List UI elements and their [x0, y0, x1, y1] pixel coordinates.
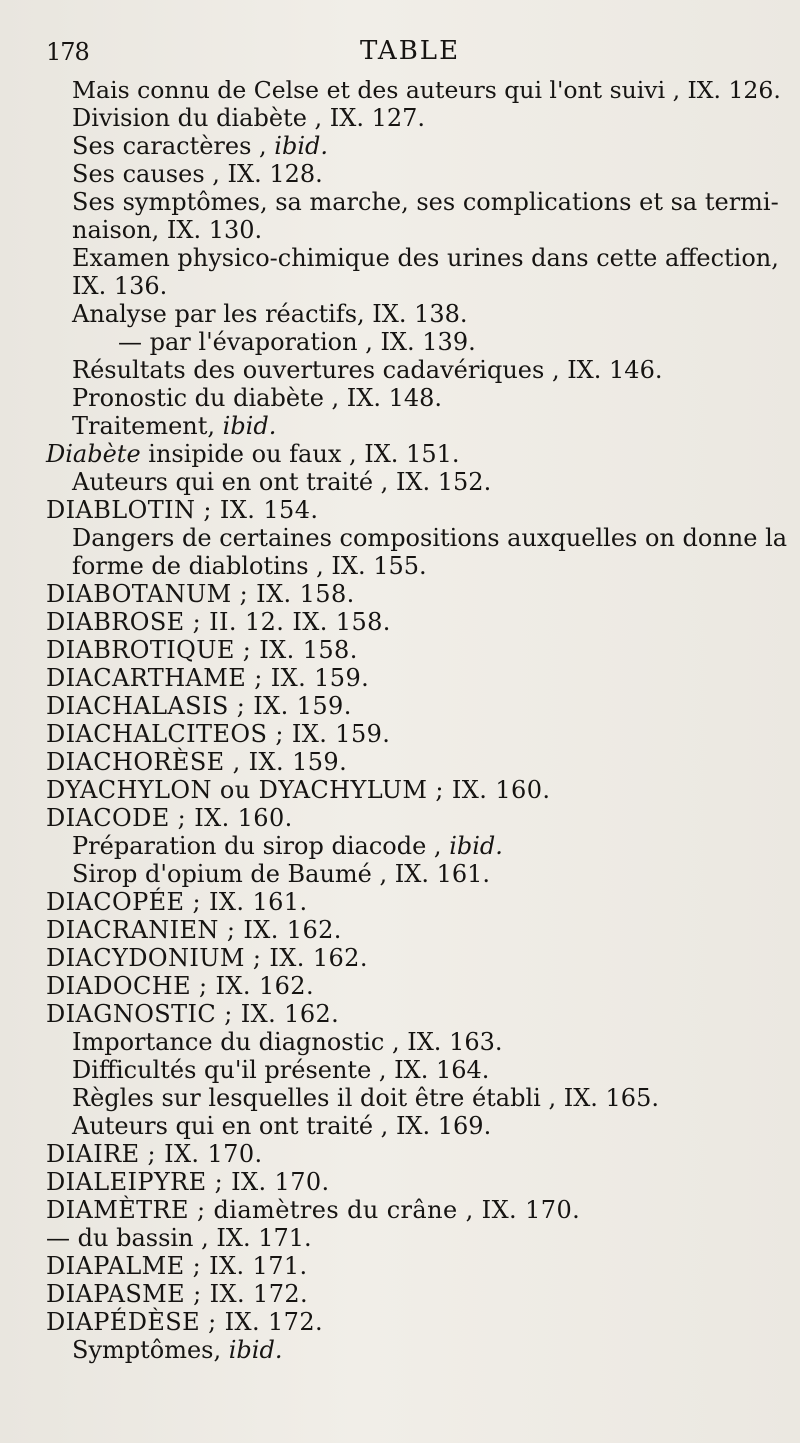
page-header: [44, 36, 764, 72]
index-line: Préparation du sirop diacode , ibid.: [72, 832, 503, 860]
index-line: Symptômes, ibid.: [72, 1336, 283, 1364]
index-heading: DIALEIPYRE ; IX. 170.: [46, 1168, 330, 1196]
index-line: Auteurs qui en ont traité , IX. 169.: [72, 1112, 492, 1140]
index-line: Traitement, ibid.: [72, 412, 277, 440]
index-line: Ses caractères , ibid.: [72, 132, 329, 160]
index-line: Règles sur lesquelles il doit être établi , IX. 165.: [72, 1084, 659, 1112]
index-heading: DYACHYLON ou DYACHYLUM ; IX. 160.: [46, 776, 551, 804]
index-line: Ses symptômes, sa marche, ses complications et sa termi-: [72, 188, 779, 216]
index-heading: DIAPASME ; IX. 172.: [46, 1280, 309, 1308]
index-heading: DIAIRE ; IX. 170.: [46, 1140, 263, 1168]
index-heading: DIABROSE ; II. 12. IX. 158.: [46, 608, 391, 636]
index-line: Dangers de certaines compositions auxquelles on donne la: [72, 524, 788, 552]
index-heading: DIAMÈTRE ; diamètres du crâne , IX. 170.: [46, 1196, 581, 1224]
index-heading: DIAPALME ; IX. 171.: [46, 1252, 308, 1280]
index-heading: DIAPÉDÈSE ; IX. 172.: [46, 1308, 324, 1336]
index-heading: DIACARTHAME ; IX. 159.: [46, 664, 370, 692]
index-heading: DIABOTANUM ; IX. 158.: [46, 580, 355, 608]
index-line: Importance du diagnostic , IX. 163.: [72, 1028, 503, 1056]
index-heading: DIADOCHE ; IX. 162.: [46, 972, 314, 1000]
index-line: Sirop d'opium de Baumé , IX. 161.: [72, 860, 491, 888]
index-heading: DIACRANIEN ; IX. 162.: [46, 916, 342, 944]
index-line: forme de diablotins , IX. 155.: [72, 552, 427, 580]
index-line: — par l'évaporation , IX. 139.: [118, 328, 476, 356]
running-title: TABLE: [360, 36, 461, 66]
index-line: Auteurs qui en ont traité , IX. 152.: [72, 468, 492, 496]
index-heading: DIAGNOSTIC ; IX. 162.: [46, 1000, 340, 1028]
index-line: Examen physico-chimique des urines dans cette affection,: [72, 244, 779, 272]
index-line: Ses causes , IX. 128.: [72, 160, 323, 188]
page-number: 178: [46, 38, 89, 66]
index-line: Analyse par les réactifs, IX. 138.: [72, 300, 468, 328]
index-line: — du bassin , IX. 171.: [46, 1224, 312, 1252]
index-line: Mais connu de Celse et des auteurs qui l'ont suivi , IX. 126.: [72, 76, 781, 104]
index-heading: DIACHORÈSE , IX. 159.: [46, 748, 348, 776]
index-heading: DIABLOTIN ; IX. 154.: [46, 496, 319, 524]
index-heading: DIABROTIQUE ; IX. 158.: [46, 636, 358, 664]
index-heading: DIACOPÉE ; IX. 161.: [46, 888, 308, 916]
index-line: Division du diabète , IX. 127.: [72, 104, 426, 132]
index-line: naison, IX. 130.: [72, 216, 263, 244]
index-heading: DIACHALASIS ; IX. 159.: [46, 692, 352, 720]
index-line: Pronostic du diabète , IX. 148.: [72, 384, 443, 412]
index-heading: DIACHALCITEOS ; IX. 159.: [46, 720, 391, 748]
index-line: Diabète insipide ou faux , IX. 151.: [46, 440, 460, 468]
index-line: IX. 136.: [72, 272, 168, 300]
index-heading: DIACODE ; IX. 160.: [46, 804, 293, 832]
index-line: Résultats des ouvertures cadavériques , IX. 146.: [72, 356, 663, 384]
index-heading: DIACYDONIUM ; IX. 162.: [46, 944, 368, 972]
index-line: Difficultés qu'il présente , IX. 164.: [72, 1056, 490, 1084]
